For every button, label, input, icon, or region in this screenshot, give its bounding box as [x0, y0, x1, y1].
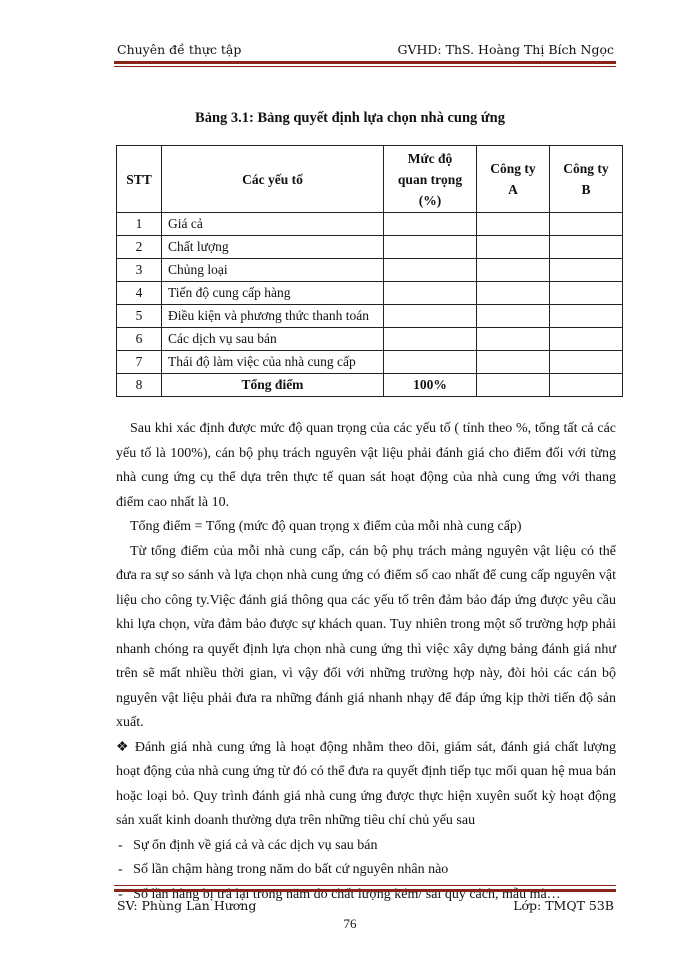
cell-empty	[550, 236, 623, 259]
cell-empty	[477, 305, 550, 328]
formula-line: Tổng điểm = Tổng (mức độ quan trọng x điểm của mỗi nhà cung cấp)	[130, 519, 522, 534]
cell-empty	[477, 351, 550, 374]
footer-rule-thin	[114, 885, 616, 886]
header-factors: Các yếu tố	[162, 146, 384, 213]
table-title: Bảng 3.1: Bảng quyết định lựa chọn nhà cung ứng	[195, 110, 505, 126]
cell-empty	[477, 236, 550, 259]
dash-bullet: -	[118, 886, 123, 902]
cell-empty	[550, 351, 623, 374]
cell-stt: 1	[117, 213, 162, 236]
table-row	[117, 351, 623, 374]
cell-empty	[550, 305, 623, 328]
header-a-l2: A	[508, 182, 518, 197]
cell-factor: Chất lượng	[162, 236, 384, 259]
cell-stt: 8	[117, 374, 162, 397]
cell-total-weight: 100%	[384, 374, 477, 397]
diamond-bullet-icon: ❖	[116, 739, 130, 755]
footer-rule	[114, 889, 616, 892]
cell-stt: 3	[117, 259, 162, 282]
header-a-l1: Công ty	[490, 161, 536, 176]
cell-empty	[550, 259, 623, 282]
header-b-l2: B	[581, 182, 591, 197]
cell-empty	[384, 305, 477, 328]
page-header	[117, 42, 614, 57]
cell-empty	[384, 328, 477, 351]
table-row	[117, 305, 623, 328]
table-total-row	[117, 374, 623, 397]
header-left: Chuyên đề thực tập	[117, 42, 242, 57]
cell-empty	[550, 374, 623, 397]
header-weight-l3: (%)	[418, 192, 442, 208]
cell-stt: 2	[117, 236, 162, 259]
header-stt: STT	[117, 146, 162, 213]
table-row	[117, 213, 623, 236]
cell-factor: Thái độ làm việc của nhà cung cấp	[162, 351, 384, 374]
cell-factor: Chủng loại	[162, 259, 384, 282]
footer-right: Lớp: TMQT 53B	[513, 898, 614, 913]
list-item	[116, 858, 616, 883]
table-row	[117, 282, 623, 305]
paragraph-3	[116, 736, 616, 834]
cell-stt: 4	[117, 282, 162, 305]
cell-stt: 5	[117, 305, 162, 328]
header-company-a	[477, 146, 550, 213]
dash-bullet: -	[118, 862, 123, 877]
header-right: GVHD: ThS. Hoàng Thị Bích Ngọc	[397, 42, 614, 57]
header-weight-l1: Mức độ	[407, 150, 453, 166]
header-weight	[384, 146, 477, 213]
cell-empty	[477, 282, 550, 305]
header-weight-l2: quan trọng	[397, 171, 463, 187]
page-footer	[117, 898, 614, 913]
cell-empty	[550, 282, 623, 305]
cell-stt: 7	[117, 351, 162, 374]
header-company-b	[550, 146, 623, 213]
page-number: 76	[343, 916, 357, 931]
cell-empty	[384, 213, 477, 236]
cell-empty	[477, 374, 550, 397]
list-item-text: Sự ổn định về giá cả và các dịch vụ sau bán	[133, 837, 378, 853]
footer-left: SV: Phùng Lan Hương	[117, 898, 257, 913]
table-header-row	[117, 146, 623, 213]
table-row	[117, 259, 623, 282]
cell-empty	[550, 328, 623, 351]
cell-factor: Tiến độ cung cấp hàng	[162, 282, 384, 305]
cell-empty	[384, 351, 477, 374]
cell-empty	[477, 328, 550, 351]
list-item-text: Số lần chậm hàng trong năm do bất cứ nguyên nhân nào	[133, 862, 449, 877]
header-b-l1: Công ty	[563, 161, 609, 176]
dash-bullet: -	[118, 837, 123, 853]
cell-total-label: Tổng điểm	[162, 374, 384, 397]
cell-empty	[477, 213, 550, 236]
cell-empty	[384, 259, 477, 282]
header-rule-thin	[114, 66, 616, 67]
header-rule	[114, 61, 616, 64]
cell-stt: 6	[117, 328, 162, 351]
cell-factor: Điều kiện và phương thức thanh toán	[162, 305, 384, 328]
cell-factor: Giá cả	[162, 213, 384, 236]
list-item	[116, 834, 616, 859]
paragraph-2: Từ tổng điểm của mỗi nhà cung cấp, cán bộ phụ trách mảng nguyên vật liệu có thể đưa ra sự so sánh và lựa chọn nhà cung ứng có điểm số cao nhất để cung cấp nguyên vật liệu cho công ty.Việc đánh giá thông qua các yếu tố trên đảm bảo đáp ứng được yêu cầu khi lựa chọn, vừa đảm bảo được sự khách quan. Tuy nhiên trong một số trường hợp phải nhanh chóng ra quyết định lựa chọn nhà cung ứng thì việc xây dựng bảng đánh giá như trên sẽ mất nhiều thời gian, vì vậy đối với những trường hợp này, đòi hỏi các cán bộ nguyên vật liệu phải đưa ra những đánh giá nhanh nhạy để đáp ứng kịp thời tiến độ sản xuất.	[116, 543, 616, 730]
body-text	[116, 417, 616, 907]
table-row	[117, 328, 623, 351]
supplier-decision-table	[116, 145, 623, 397]
cell-empty	[384, 236, 477, 259]
paragraph-3-text: Đánh giá nhà cung ứng là hoạt động nhằm theo dõi, giám sát, đánh giá chất lượng hoạt động của nhà cung ứng từ đó có thể đưa ra quyết định tiếp tục mối quan hệ mua bán hoặc loại bỏ. Quy trình đánh giá nhà cung ứng được thực hiện xuyên suốt kỳ hoạt động sản xuất kinh doanh thường dựa trên những tiêu chí chủ yếu sau	[116, 739, 617, 828]
cell-factor: Các dịch vụ sau bán	[162, 328, 384, 351]
cell-empty	[550, 213, 623, 236]
table-row	[117, 236, 623, 259]
paragraph-1: Sau khi xác định được mức độ quan trọng của các yếu tố ( tính theo %, tổng tất cả các yếu tố là 100%), cán bộ phụ trách nguyên vật liệu phải đánh giá cho điểm đối với từng nhà cung ứng cụ thể dựa trên thực tế quan sát hoạt động của nhà cung ứng với thang điểm cao nhất là 10.	[116, 421, 616, 510]
list-item-text: Số lần hàng bị trả lại trong năm do chất lượng kém/ sai quy cách, mẫu mã…	[133, 886, 561, 902]
cell-empty	[384, 282, 477, 305]
cell-empty	[477, 259, 550, 282]
